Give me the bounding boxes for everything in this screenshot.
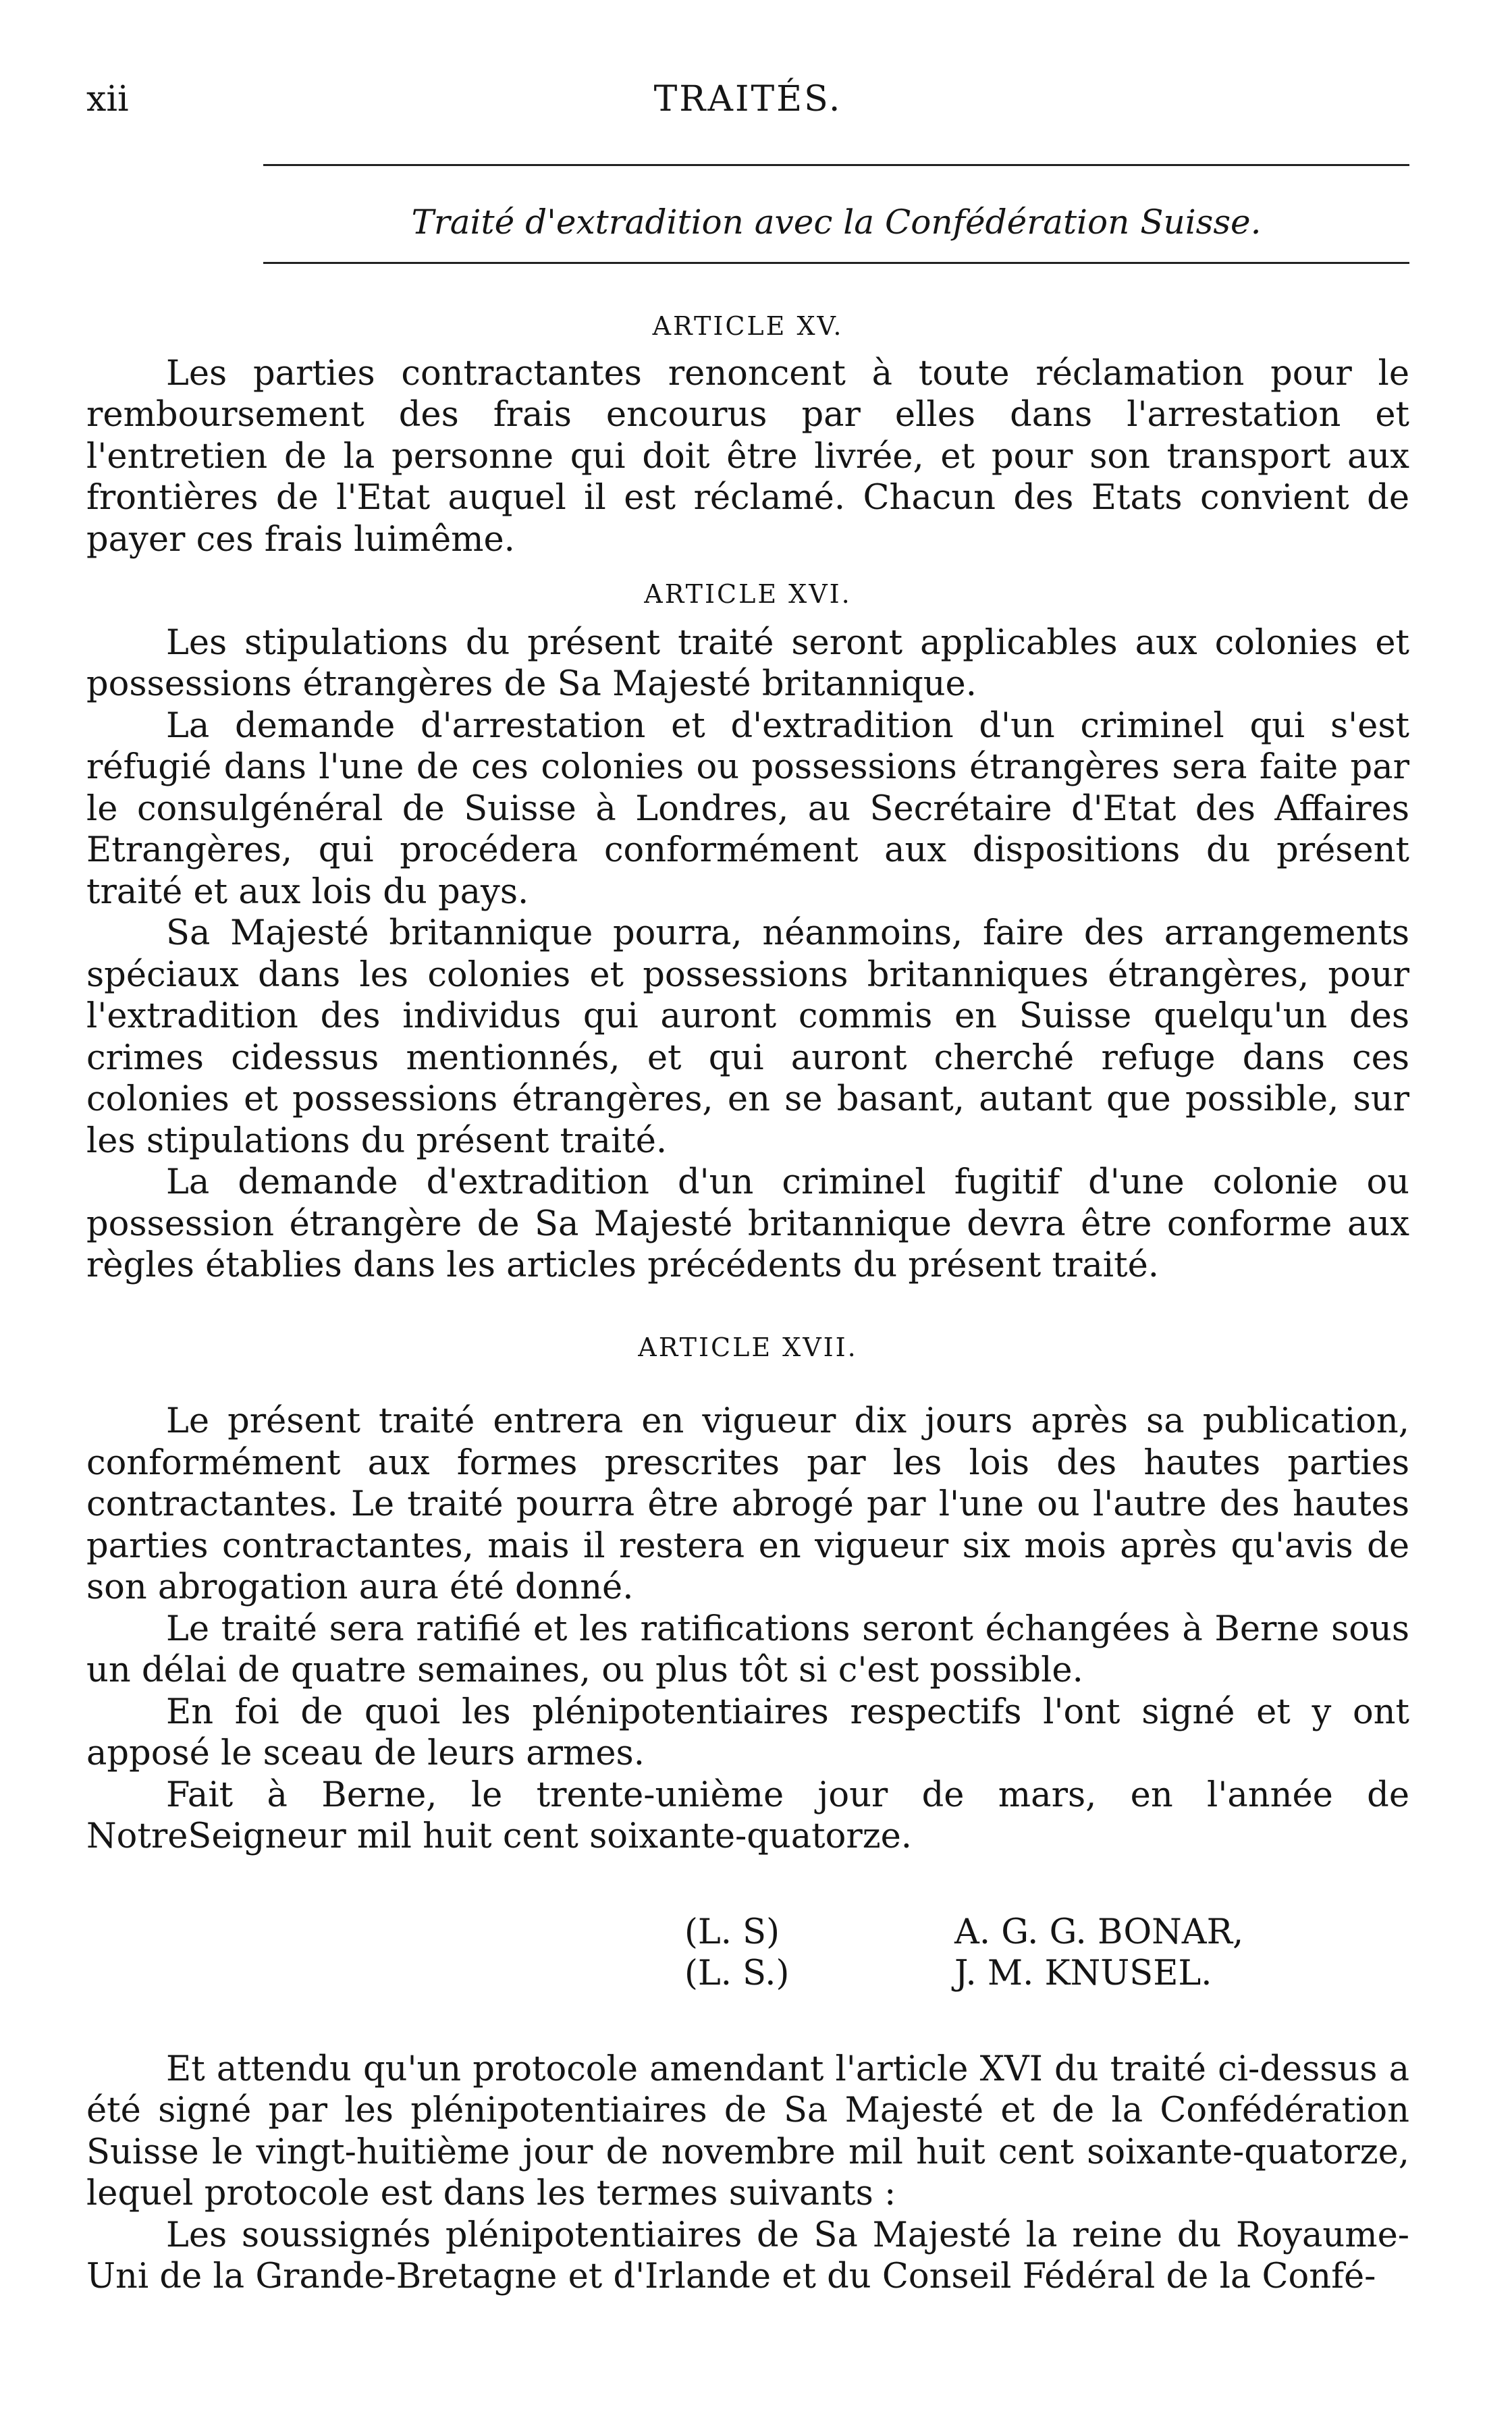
signatory-name: J. M. KNUSEL. [954, 1954, 1212, 1993]
paragraph: Le traité sera ratifié et les ratifications seront échangées à Berne sous un délai de quatre semaines, ou plus tôt si c'est possible. [86, 1609, 1409, 1690]
section-title: TRAITÉS. [653, 79, 842, 119]
article-xv [86, 306, 1409, 560]
bottom-rule [263, 262, 1409, 264]
paragraph: Sa Majesté britannique pourra, néanmoins, faire des arrangements spéciaux dans les colonies et possessions britanniques étrangères, pour l'extradition des individus qui auront commis en Suisse quelqu'un des crimes cidessus mentionnés, et qui auront cherché refuge dans ces colonies et possessions étrangères, en se basant, autant que possible, sur les stipulations du présent traité. [86, 913, 1409, 1161]
seal-mark: (L. S.) [684, 1954, 790, 1993]
signature-block [684, 1912, 1409, 1995]
treaty-subtitle: Traité d'extradition avec la Confédération Suisse. [411, 203, 1262, 242]
paragraph: En foi de quoi les plénipotentiaires respectifs l'ont signé et y ont apposé le sceau de leurs armes. [86, 1692, 1409, 1773]
paragraph: Fait à Berne, le trente-unième jour de mars, en l'année de NotreSeigneur mil huit cent soixante-quatorze. [86, 1775, 1409, 1856]
article-heading: ARTICLE XV. [652, 311, 844, 341]
article-xvii [86, 1327, 1409, 1858]
paragraph: La demande d'extradition d'un criminel fugitif d'une colonie ou possession étrangère de Sa Majesté britannique devra être conforme aux règles établies dans les articles précédents du présent traité. [86, 1162, 1409, 1285]
running-head [86, 76, 1409, 123]
closing-section [86, 2049, 1409, 2298]
top-rule [263, 164, 1409, 166]
paragraph: La demande d'arrestation et d'extradition d'un criminel qui s'est réfugié dans l'une de ces colonies ou possessions étrangères sera faite par le consulgénéral de Suisse à Londres, au Secrétaire d'Etat des Affaires Etrangères, qui procédera conformément aux dispositions du présent traité et aux lois du pays. [86, 705, 1409, 912]
article-xvi [86, 574, 1409, 1287]
paragraph: Et attendu qu'un protocole amendant l'article XVI du traité ci-dessus a été signé par les plénipotentiaires de Sa Majesté et de la Confédération Suisse le vingt-huitième jour de novembre mil huit cent soixante-quatorze, lequel protocole est dans les termes suivants : [86, 2049, 1409, 2213]
article-heading: ARTICLE XVI. [644, 579, 852, 609]
body-text [86, 306, 1409, 2298]
article-heading: ARTICLE XVII. [638, 1332, 858, 1362]
paragraph: Les soussignés plénipotentiaires de Sa Majesté la reine du Royaume-Uni de la Grande-Bretagne et d'Irlande et du Conseil Fédéral de la Confé- [86, 2215, 1409, 2296]
page-number: xii [86, 79, 129, 119]
paragraph: Les parties contractantes renoncent à toute réclamation pour le remboursement des frais encourus par elles dans l'arrestation et l'entretien de la personne qui doit être livrée, et pour son transport aux frontières de l'Etat auquel il est réclamé. Chacun des Etats convient de payer ces frais luimême. [86, 353, 1409, 560]
seal-mark: (L. S) [684, 1912, 780, 1952]
signatory-name: A. G. G. BONAR, [954, 1912, 1244, 1952]
paragraph: Les stipulations du présent traité seront applicables aux colonies et possessions étrangères de Sa Majesté britannique. [86, 622, 1409, 704]
paragraph: Le présent traité entrera en vigueur dix jours après sa publication, conformément aux formes prescrites par les lois des hautes parties contractantes. Le traité pourra être abrogé par l'une ou l'autre des hautes parties contractantes, mais il restera en vigueur six mois après qu'avis de son abrogation aura été donné. [86, 1401, 1409, 1607]
